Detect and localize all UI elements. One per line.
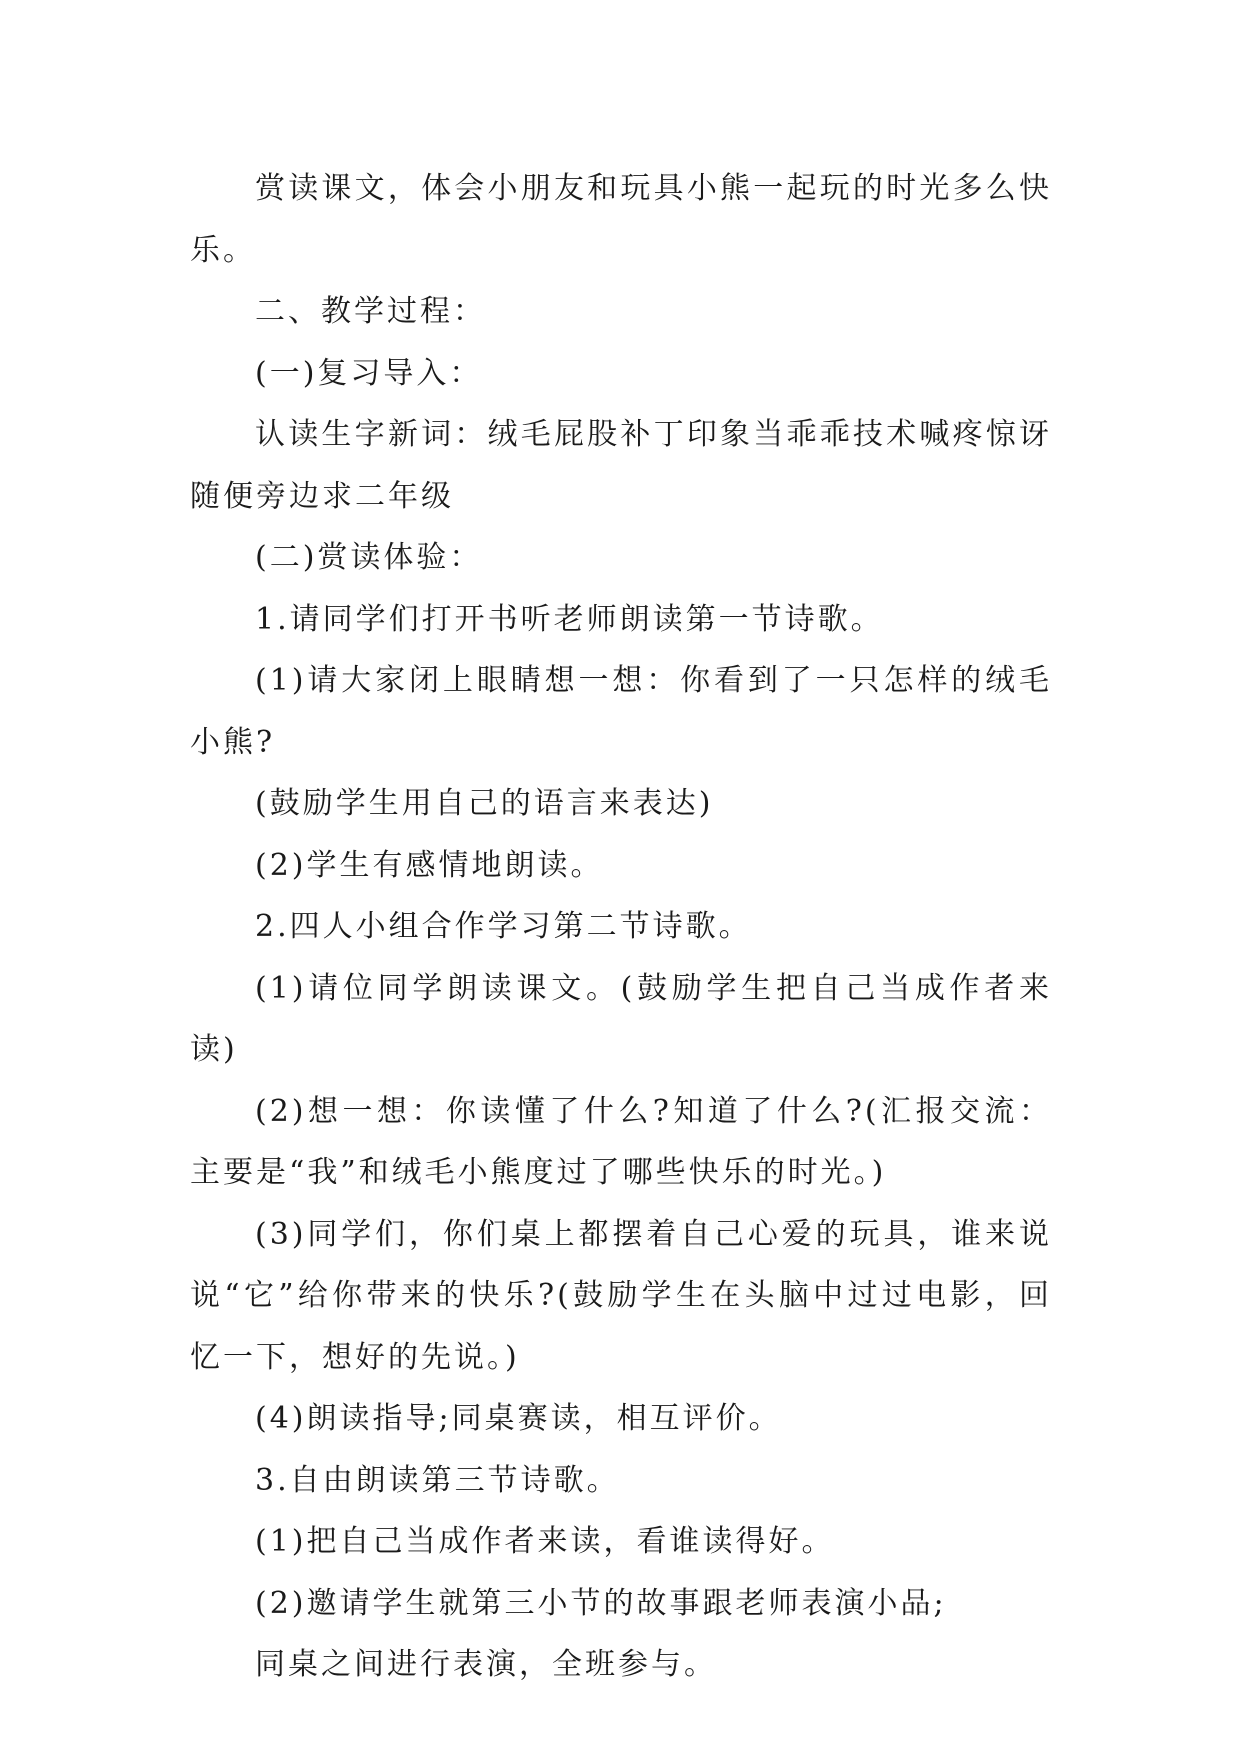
- step-3-2: (2)邀请学生就第三小节的故事跟老师表演小品;: [255, 1585, 947, 1621]
- step-2: 2.四人小组合作学习第二节诗歌。: [255, 909, 752, 944]
- step-3: 3.自由朗读第三节诗歌。: [255, 1462, 620, 1498]
- step-3-1: (1)把自己当成作者来读，看谁读得好。: [255, 1524, 835, 1559]
- section-heading-teaching-process: 二、教学过程：: [255, 294, 486, 329]
- step-1-1: (1)请大家闭上眼睛想一想：你看到了一只怎样的绒毛小熊?: [190, 663, 1052, 760]
- step-2-2: (2)想一想：你读懂了什么?知道了什么?(汇报交流：主要是“我”和绒毛小熊度过了哪些快乐的时光。): [190, 1093, 1052, 1190]
- step-1: 1.请同学们打开书听老师朗读第一节诗歌。: [255, 601, 884, 637]
- subheading-review-intro: (一)复习导入：: [255, 355, 483, 391]
- paragraph-vocabulary: 认读生字新词：绒毛屁股补丁印象当乖乖技术喊疼惊讶随便旁边求二年级: [190, 417, 1052, 514]
- subheading-appreciation-experience: (二)赏读体验：: [255, 540, 483, 575]
- step-2-1: (1)请位同学朗读课文。(鼓励学生把自己当成作者来读): [190, 970, 1052, 1067]
- document-body: [190, 158, 1052, 1696]
- step-1-2: (2)学生有感情地朗读。: [255, 847, 604, 883]
- step-1-note: (鼓励学生用自己的语言来表达): [255, 786, 714, 821]
- paragraph-appreciation-goal: 赏读课文，体会小朋友和玩具小熊一起玩的时光多么快乐。: [190, 171, 1052, 268]
- step-3-2-continued: 同桌之间进行表演，全班参与。: [255, 1647, 717, 1682]
- step-2-3: (3)同学们，你们桌上都摆着自己心爱的玩具，谁来说说“它”给你带来的快乐?(鼓励学生在头脑中过过电影，回忆一下，想好的先说。): [190, 1216, 1052, 1375]
- step-2-4: (4)朗读指导;同桌赛读，相互评价。: [255, 1401, 782, 1436]
